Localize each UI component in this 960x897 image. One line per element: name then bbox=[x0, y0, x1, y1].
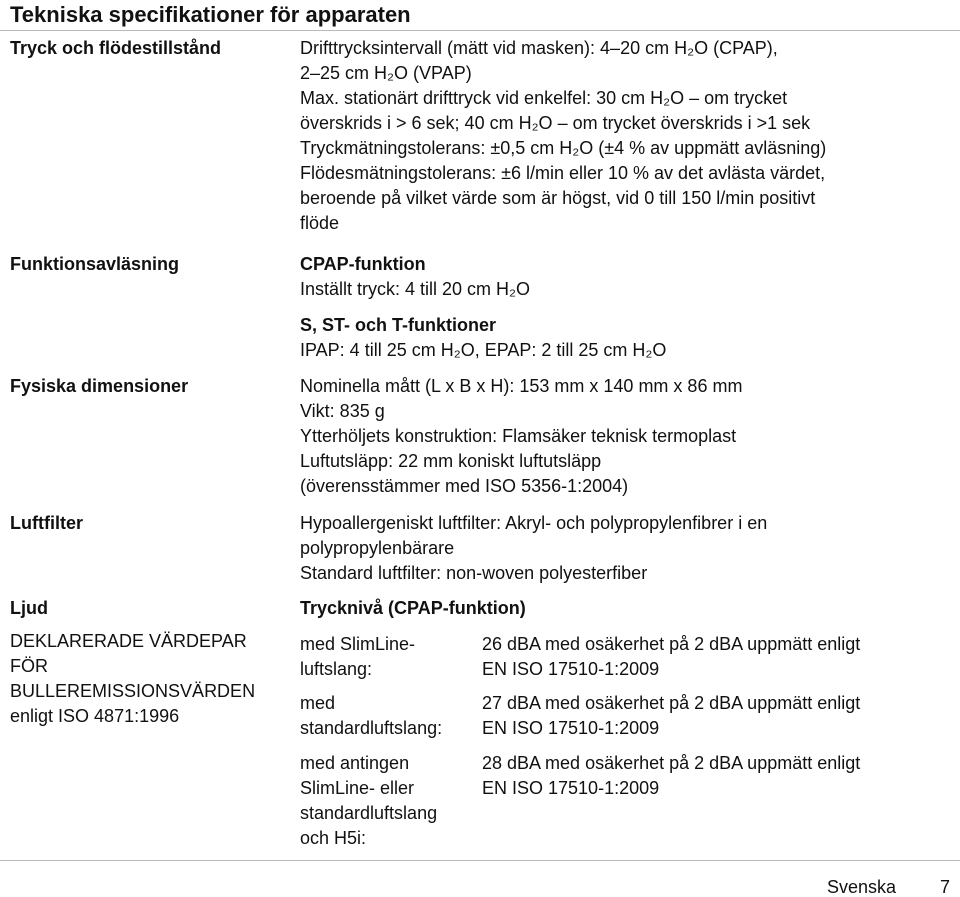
sound-value bbox=[482, 751, 950, 801]
pressure-line: Flödesmätningstolerans: ±6 l/min eller 10 % av det avlästa värdet, bbox=[300, 163, 826, 183]
sound-condition-line: med antingen bbox=[300, 753, 410, 773]
footer-page-number: 7 bbox=[940, 877, 951, 897]
sound-condition bbox=[300, 751, 470, 851]
cpap-heading: CPAP-funktion bbox=[300, 254, 426, 274]
pressure-line: beroende på vilket värde som är högst, vid 0 till 150 l/min positivt bbox=[300, 188, 816, 208]
sound-note bbox=[10, 629, 290, 729]
sound-condition-line: med SlimLine- bbox=[300, 634, 416, 654]
function-label: Funktionsavläsning bbox=[10, 254, 180, 274]
pressure-line: 2–25 cm H₂O (VPAP) bbox=[300, 63, 472, 83]
sound-note-line: enligt ISO 4871:1996 bbox=[10, 706, 180, 726]
dimensions-line: Luftutsläpp: 22 mm koniskt luftutsläpp bbox=[300, 451, 602, 471]
sound-heading: Trycknivå (CPAP-funktion) bbox=[300, 598, 526, 618]
filter-label: Luftfilter bbox=[10, 513, 83, 533]
pressure-line: flöde bbox=[300, 213, 340, 233]
dimensions-block bbox=[300, 374, 950, 499]
sound-label: Ljud bbox=[10, 598, 48, 618]
sound-value-line: 27 dBA med osäkerhet på 2 dBA uppmätt enligt bbox=[482, 693, 861, 713]
sound-value bbox=[482, 691, 950, 741]
sound-condition-line: och H5i: bbox=[300, 828, 367, 848]
pressure-line: Max. stationärt drifttryck vid enkelfel: 30 cm H₂O – om trycket bbox=[300, 88, 788, 108]
sound-condition bbox=[300, 632, 470, 682]
sound-condition-line: SlimLine- eller bbox=[300, 778, 415, 798]
sound-note-line: FÖR bbox=[10, 656, 48, 676]
sound-note-line: BULLEREMISSIONSVÄRDEN bbox=[10, 681, 256, 701]
title-divider bbox=[0, 30, 960, 31]
bilevel-heading: S, ST- och T-funktioner bbox=[300, 315, 497, 335]
cpap-pressure-text: Inställt tryck: 4 till 20 cm H₂O bbox=[300, 279, 531, 299]
sound-condition-line: luftslang: bbox=[300, 659, 373, 679]
pressure-line: Tryckmätningstolerans: ±0,5 cm H₂O (±4 % av uppmätt avläsning) bbox=[300, 138, 827, 158]
sound-value-line: EN ISO 17510-1:2009 bbox=[482, 659, 660, 679]
sound-condition-line: standardluftslang bbox=[300, 803, 438, 823]
pressure-line: Drifttrycksintervall (mätt vid masken): 4–20 cm H₂O (CPAP), bbox=[300, 38, 778, 58]
dimensions-line: Vikt: 835 g bbox=[300, 401, 385, 421]
sound-value-line: EN ISO 17510-1:2009 bbox=[482, 718, 660, 738]
sound-value bbox=[482, 632, 950, 682]
pressure-block bbox=[300, 36, 950, 236]
sound-condition-line: standardluftslang: bbox=[300, 718, 443, 738]
dimensions-line: (överensstämmer med ISO 5356-1:2004) bbox=[300, 476, 629, 496]
sound-value-line: 28 dBA med osäkerhet på 2 dBA uppmätt enligt bbox=[482, 753, 861, 773]
function-spacer bbox=[300, 302, 950, 313]
sound-condition-line: med bbox=[300, 693, 336, 713]
bilevel-pressure-text: IPAP: 4 till 25 cm H₂O, EPAP: 2 till 25 cm H₂O bbox=[300, 340, 667, 360]
pressure-label: Tryck och flödestillstånd bbox=[10, 38, 222, 58]
filter-line: Standard luftfilter: non-woven polyesterfiber bbox=[300, 563, 648, 583]
footer-divider bbox=[0, 860, 960, 861]
dimensions-line: Nominella mått (L x B x H): 153 mm x 140 mm x 86 mm bbox=[300, 376, 743, 396]
dimensions-label: Fysiska dimensioner bbox=[10, 376, 189, 396]
page-title: Tekniska specifikationer för apparaten bbox=[10, 2, 411, 27]
footer-language: Svenska bbox=[827, 877, 897, 897]
dimensions-line: Ytterhöljets konstruktion: Flamsäker teknisk termoplast bbox=[300, 426, 737, 446]
filter-line: polypropylenbärare bbox=[300, 538, 455, 558]
function-block bbox=[300, 252, 950, 363]
filter-line: Hypoallergeniskt luftfilter: Akryl- och polypropylenfibrer i en bbox=[300, 513, 768, 533]
sound-note-line: DEKLARERADE VÄRDEPAR bbox=[10, 631, 247, 651]
sound-value-line: 26 dBA med osäkerhet på 2 dBA uppmätt enligt bbox=[482, 634, 861, 654]
filter-block bbox=[300, 511, 950, 586]
sound-condition bbox=[300, 691, 470, 741]
sound-value-line: EN ISO 17510-1:2009 bbox=[482, 778, 660, 798]
pressure-line: överskrids i > 6 sek; 40 cm H₂O – om trycket överskrids i >1 sek bbox=[300, 113, 811, 133]
